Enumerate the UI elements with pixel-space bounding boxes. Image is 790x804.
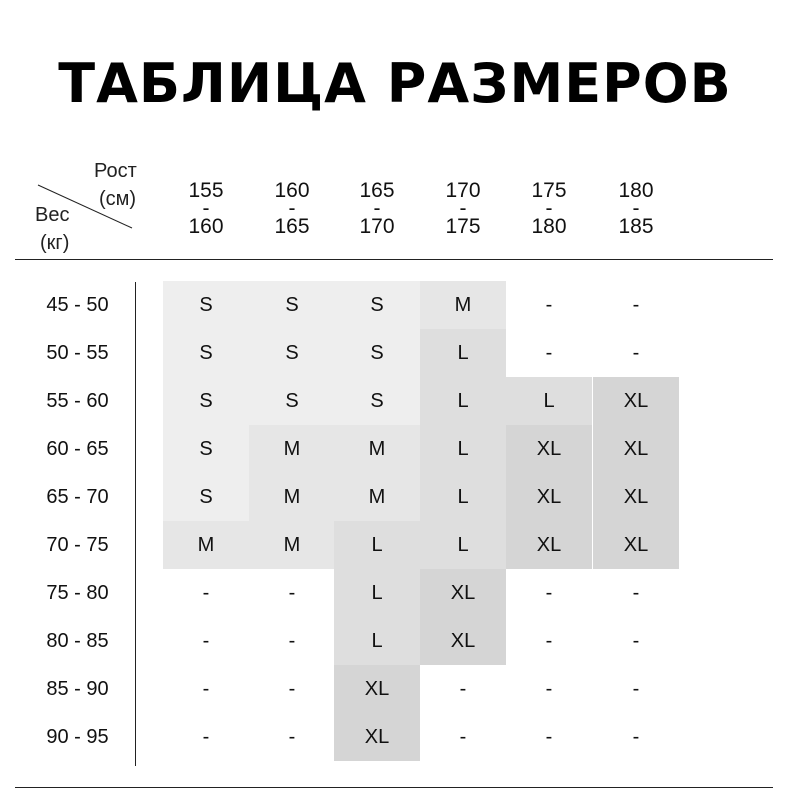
size-cell: -	[632, 630, 640, 652]
height-range-bottom: 160	[188, 215, 224, 238]
size-cell: -	[632, 726, 640, 748]
size-cell: -	[288, 630, 296, 652]
corner-header	[30, 158, 165, 258]
size-cell: -	[545, 582, 553, 604]
size-cell: S	[334, 281, 420, 329]
height-column-header	[334, 179, 420, 238]
size-cell: S	[163, 281, 249, 329]
height-range-top: 170	[445, 179, 481, 202]
size-cell: XL	[593, 425, 679, 473]
height-range-top: 160	[274, 179, 310, 202]
size-cell: M	[249, 425, 335, 473]
size-cell: L	[506, 377, 592, 425]
size-cell: S	[249, 281, 335, 329]
height-range-sep: -	[459, 197, 467, 220]
size-cell: XL	[593, 473, 679, 521]
weight-row-label: 55 - 60	[46, 390, 109, 412]
size-cell: XL	[593, 377, 679, 425]
height-range-sep: -	[373, 197, 381, 220]
weight-row-label: 85 - 90	[46, 678, 109, 700]
size-cell: S	[334, 329, 420, 377]
size-cell: -	[632, 582, 640, 604]
row-label-divider	[135, 282, 136, 766]
height-range-bottom: 165	[274, 215, 310, 238]
size-cell: L	[334, 617, 420, 665]
height-column-header	[593, 179, 679, 238]
size-cell: L	[420, 377, 506, 425]
size-cell: -	[632, 294, 640, 316]
size-cell: -	[202, 726, 210, 748]
size-cell: -	[545, 342, 553, 364]
weight-row-label: 50 - 55	[46, 342, 109, 364]
height-range-top: 175	[531, 179, 567, 202]
height-label: Рост	[94, 160, 137, 182]
height-range-bottom: 180	[531, 215, 567, 238]
height-range-bottom: 175	[445, 215, 481, 238]
height-range-sep: -	[632, 197, 640, 220]
size-cell: S	[163, 377, 249, 425]
weight-row-label: 60 - 65	[46, 438, 109, 460]
size-cell: XL	[420, 569, 506, 617]
height-range-sep: -	[288, 197, 296, 220]
height-range-sep: -	[202, 197, 210, 220]
size-cell: S	[163, 425, 249, 473]
size-cell: -	[202, 678, 210, 700]
height-unit-label: (см)	[99, 188, 137, 210]
size-cell: M	[163, 521, 249, 569]
header-divider	[15, 259, 773, 260]
size-cell: S	[249, 329, 335, 377]
height-range-top: 180	[618, 179, 654, 202]
weight-label: Вес	[35, 204, 70, 226]
weight-row-label: 45 - 50	[46, 294, 109, 316]
size-cell: L	[420, 473, 506, 521]
height-range-bottom: 170	[359, 215, 395, 238]
size-cell: L	[420, 329, 506, 377]
size-cell: S	[163, 473, 249, 521]
height-column-header	[163, 179, 249, 238]
size-cell: M	[249, 473, 335, 521]
size-cell: XL	[506, 521, 592, 569]
height-range-bottom: 185	[618, 215, 654, 238]
size-cell: -	[288, 726, 296, 748]
size-cell: -	[459, 678, 467, 700]
size-cell: M	[420, 281, 506, 329]
height-range-top: 155	[188, 179, 224, 202]
size-cell: -	[459, 726, 467, 748]
size-cell: M	[334, 425, 420, 473]
size-cell: XL	[420, 617, 506, 665]
size-cell: -	[545, 678, 553, 700]
weight-row-label: 90 - 95	[46, 726, 109, 748]
size-cell: L	[420, 425, 506, 473]
weight-row-label: 75 - 80	[46, 582, 109, 604]
size-cell: XL	[334, 713, 420, 761]
size-cell: XL	[506, 473, 592, 521]
size-cell: -	[288, 582, 296, 604]
size-cell: XL	[334, 665, 420, 713]
size-cell: L	[334, 569, 420, 617]
size-cell: -	[632, 342, 640, 364]
height-range-sep: -	[545, 197, 553, 220]
weight-row-label: 70 - 75	[46, 534, 109, 556]
height-range-top: 165	[359, 179, 395, 202]
size-cell: -	[202, 582, 210, 604]
bottom-divider	[15, 787, 773, 788]
size-cell: S	[249, 377, 335, 425]
size-cell: -	[632, 678, 640, 700]
size-cell: -	[545, 630, 553, 652]
size-cell: L	[420, 521, 506, 569]
size-cell: M	[249, 521, 335, 569]
size-cell: L	[334, 521, 420, 569]
size-cell: -	[288, 678, 296, 700]
size-cell: XL	[506, 425, 592, 473]
size-cell: M	[334, 473, 420, 521]
page-title: ТАБЛИЦА РАЗМЕРОВ	[58, 52, 732, 115]
height-column-header	[420, 179, 506, 238]
size-cell: -	[545, 726, 553, 748]
weight-row-label: 65 - 70	[46, 486, 109, 508]
size-cell: S	[334, 377, 420, 425]
weight-unit-label: (кг)	[40, 232, 70, 254]
height-column-header	[249, 179, 335, 238]
height-column-header	[506, 179, 592, 238]
weight-row-label: 80 - 85	[46, 630, 109, 652]
size-cell: -	[202, 630, 210, 652]
size-cell: XL	[593, 521, 679, 569]
size-cell: -	[545, 294, 553, 316]
size-cell: S	[163, 329, 249, 377]
